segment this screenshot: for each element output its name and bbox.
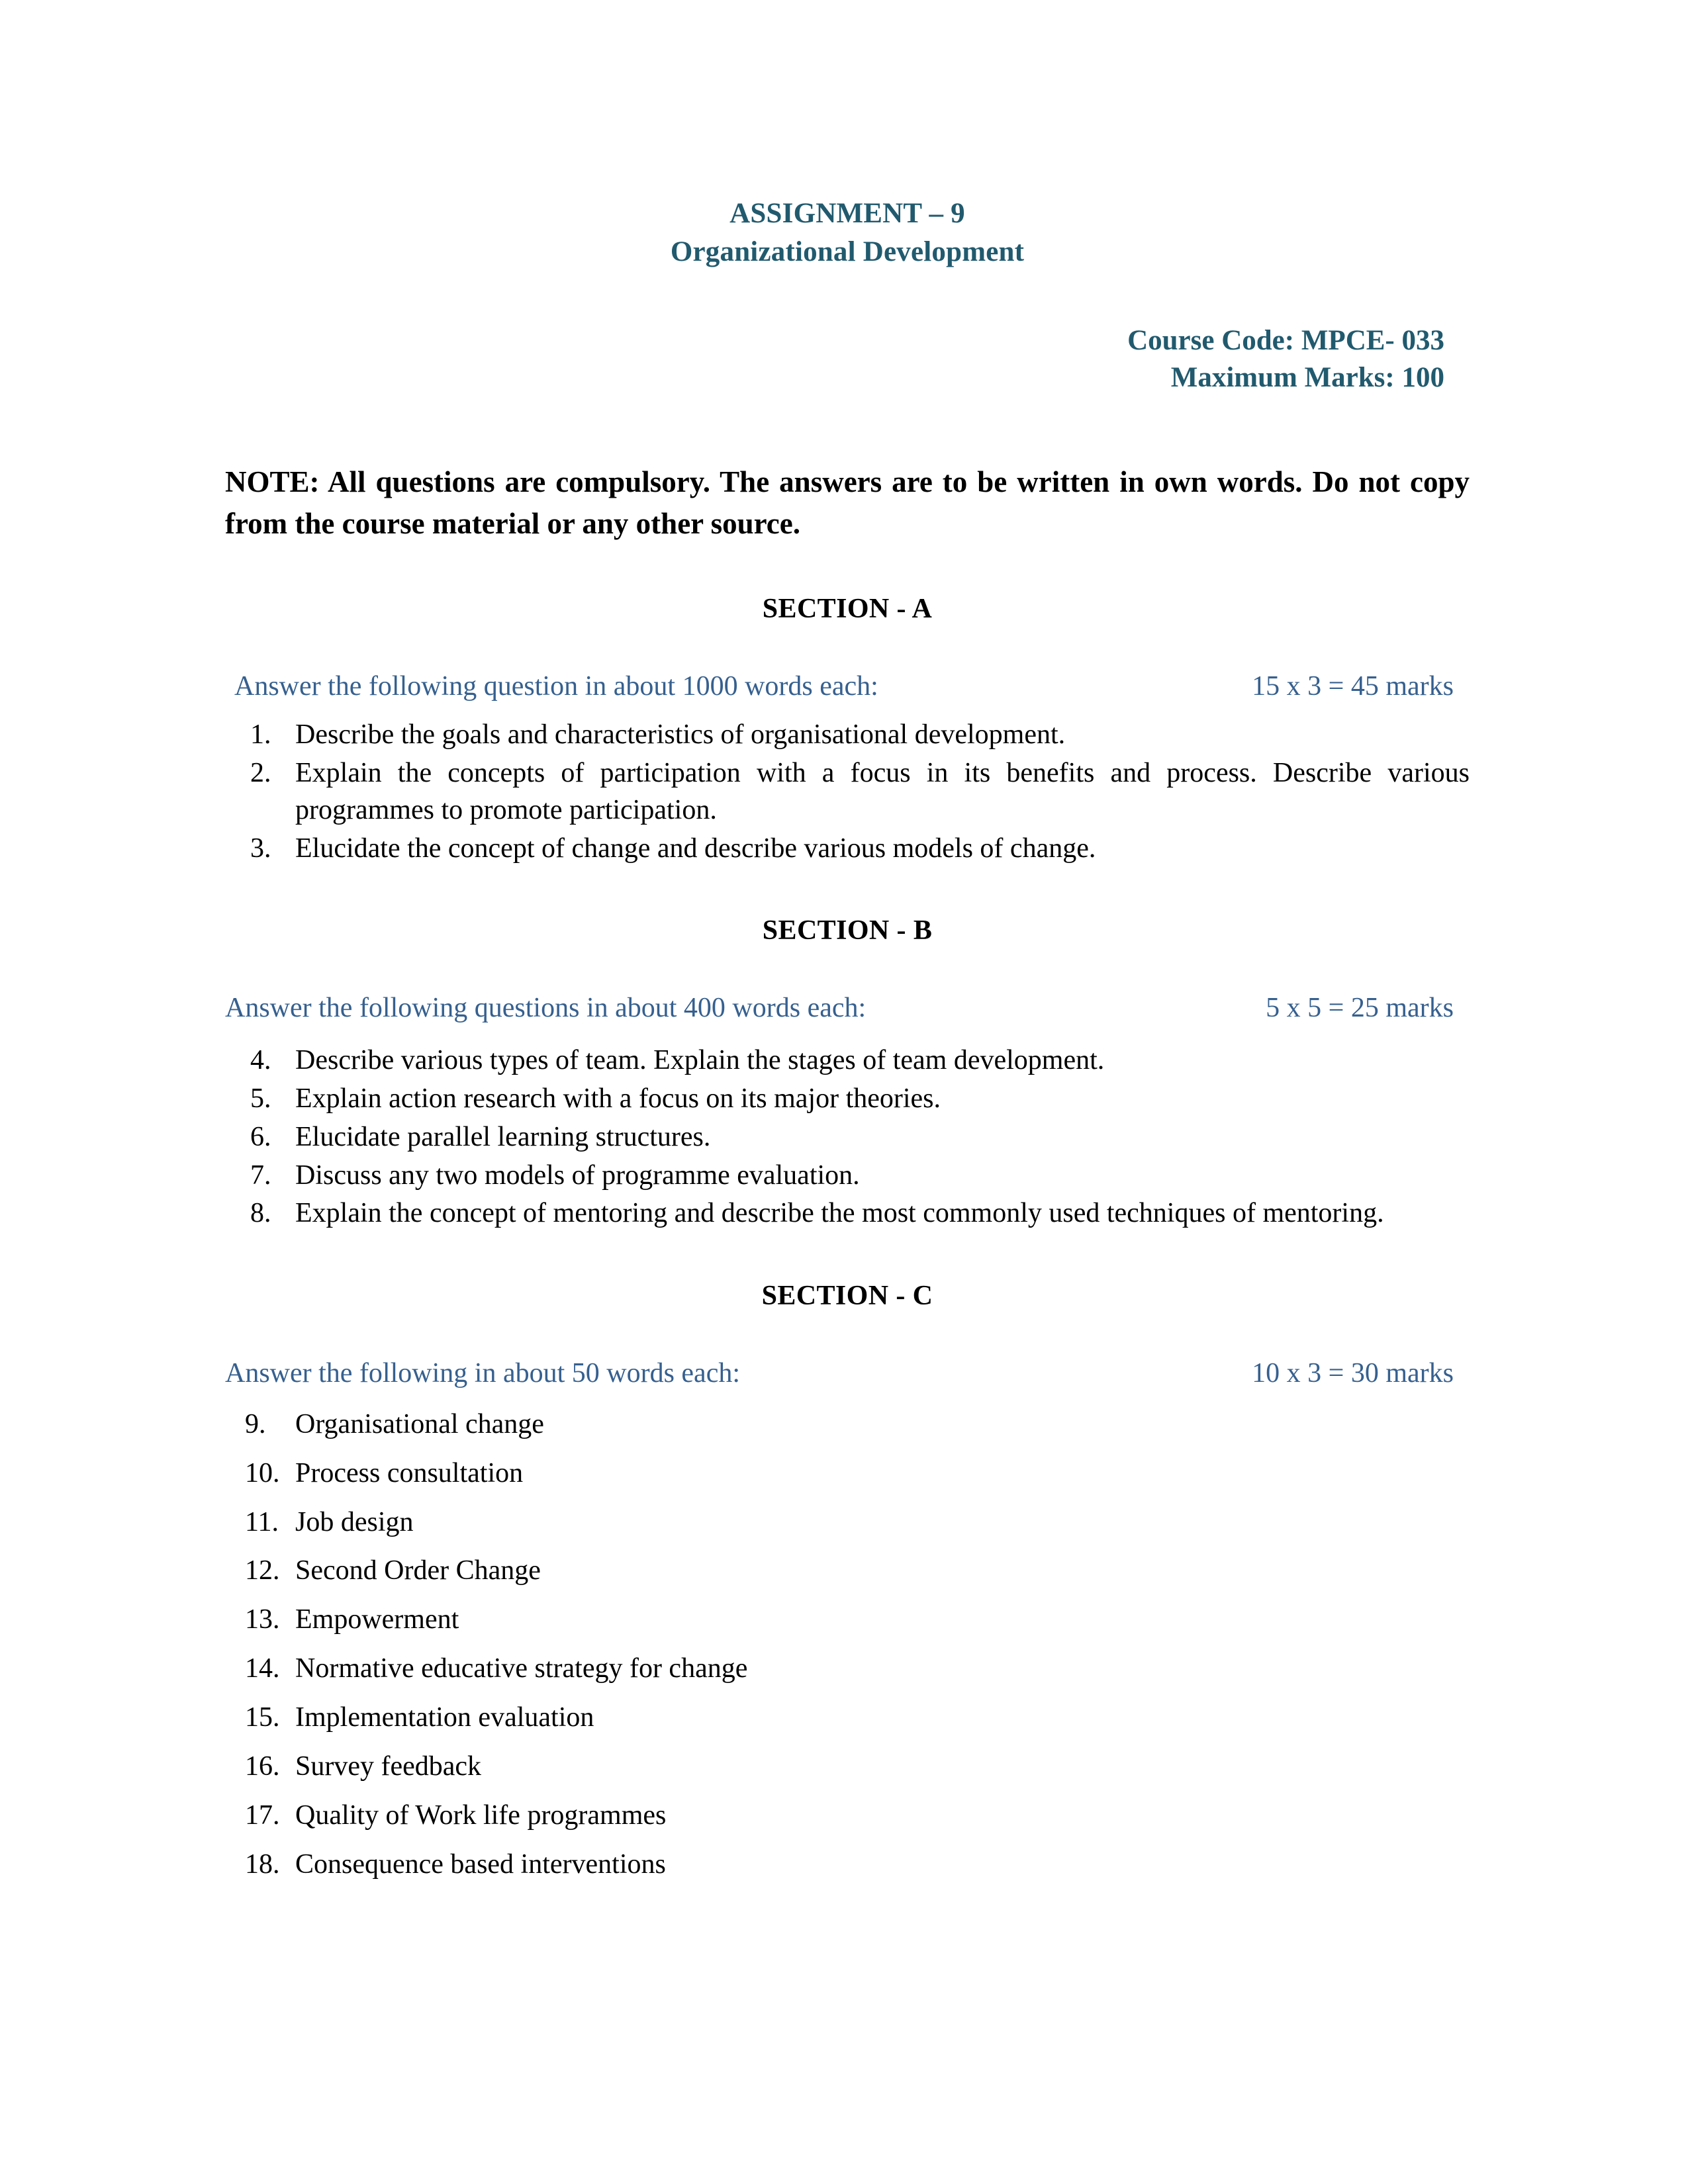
question-text: Normative educative strategy for change xyxy=(295,1653,748,1684)
list-item xyxy=(225,1553,1470,1590)
question-number: 6. xyxy=(250,1121,271,1152)
question-number: 1. xyxy=(250,719,271,750)
section-heading-a: SECTION - A xyxy=(762,594,933,625)
section-heading-c: SECTION - C xyxy=(761,1281,933,1312)
list-item xyxy=(225,1651,1470,1688)
question-text: Implementation evaluation xyxy=(295,1702,594,1733)
list-item xyxy=(225,1797,1470,1835)
question-number: 14. xyxy=(245,1653,280,1684)
list-item xyxy=(225,1406,1470,1443)
list-item xyxy=(225,1195,1470,1232)
list-item xyxy=(225,1455,1470,1492)
question-number: 12. xyxy=(245,1555,280,1586)
course-info-block xyxy=(225,322,1470,396)
question-text: Explain the concept of mentoring and describe the most commonly used techniques of mentoring. xyxy=(295,1198,1384,1229)
question-text: Second Order Change xyxy=(295,1555,541,1586)
instruction-marks-b: 5 x 5 = 25 marks xyxy=(1266,993,1454,1024)
question-number: 3. xyxy=(250,833,271,864)
question-number: 17. xyxy=(245,1799,280,1831)
page-title: ASSIGNMENT – 9 xyxy=(729,198,965,229)
list-item xyxy=(225,831,1470,868)
list-item xyxy=(225,1700,1470,1737)
question-text: Organisational change xyxy=(295,1408,544,1439)
instruction-row-c xyxy=(225,1355,1470,1392)
list-item xyxy=(225,1504,1470,1541)
list-item xyxy=(225,1749,1470,1786)
question-number: 11. xyxy=(245,1506,279,1537)
note-paragraph: NOTE: All questions are compulsory. The answers are to be written in own words. Do not copy from the course material or any other source. xyxy=(225,465,1470,541)
question-text: Elucidate parallel learning structures. xyxy=(295,1121,711,1152)
page-content xyxy=(225,0,1470,1895)
list-item xyxy=(225,755,1470,829)
question-number: 9. xyxy=(245,1408,266,1439)
question-text: Explain action research with a focus on its major theories. xyxy=(295,1083,941,1114)
question-text: Quality of Work life programmes xyxy=(295,1799,667,1831)
question-text: Empowerment xyxy=(295,1604,459,1635)
instruction-row-b xyxy=(225,990,1470,1026)
question-list-b xyxy=(225,1042,1470,1232)
question-number: 16. xyxy=(245,1751,280,1782)
question-number: 2. xyxy=(250,757,271,788)
question-list-c xyxy=(225,1406,1470,1884)
list-item xyxy=(225,1081,1470,1118)
question-number: 4. xyxy=(250,1044,271,1075)
question-number: 10. xyxy=(245,1457,280,1488)
question-list-a xyxy=(225,717,1470,867)
instruction-marks-c: 10 x 3 = 30 marks xyxy=(1252,1358,1454,1389)
course-code: Course Code: MPCE- 033 xyxy=(1127,324,1444,356)
instruction-text-c: Answer the following in about 50 words each: xyxy=(225,1358,741,1389)
list-item xyxy=(225,1158,1470,1195)
question-text: Discuss any two models of programme evaluation. xyxy=(295,1160,860,1191)
question-text: Describe the goals and characteristics of organisational development. xyxy=(295,719,1066,750)
list-item xyxy=(225,717,1470,754)
question-number: 5. xyxy=(250,1083,271,1114)
question-text: Process consultation xyxy=(295,1457,524,1488)
question-number: 7. xyxy=(250,1160,271,1191)
question-number: 18. xyxy=(245,1848,280,1880)
question-text: Job design xyxy=(295,1506,414,1537)
question-text: Consequence based interventions xyxy=(295,1848,666,1880)
instruction-text-b: Answer the following questions in about 400 words each: xyxy=(225,993,867,1024)
page-subtitle: Organizational Development xyxy=(670,236,1025,267)
instruction-marks-a: 15 x 3 = 45 marks xyxy=(1252,671,1454,702)
maximum-marks: Maximum Marks: 100 xyxy=(1170,361,1444,393)
question-number: 8. xyxy=(250,1198,271,1229)
question-text: Describe various types of team. Explain the stages of team development. xyxy=(295,1044,1105,1075)
list-item xyxy=(225,1119,1470,1156)
question-number: 15. xyxy=(245,1702,280,1733)
list-item xyxy=(225,1846,1470,1884)
list-item xyxy=(225,1042,1470,1079)
section-heading-b: SECTION - B xyxy=(762,915,933,946)
question-text: Survey feedback xyxy=(295,1751,482,1782)
instruction-row-a xyxy=(225,668,1470,705)
question-text: Explain the concepts of participation with a focus in its benefits and process. Describe various programmes to promote participation. xyxy=(295,757,1470,825)
question-text: Elucidate the concept of change and describe various models of change. xyxy=(295,833,1096,864)
title-block xyxy=(225,195,1470,271)
instruction-text-a: Answer the following question in about 1000 words each: xyxy=(234,671,878,702)
list-item xyxy=(225,1602,1470,1639)
question-number: 13. xyxy=(245,1604,280,1635)
